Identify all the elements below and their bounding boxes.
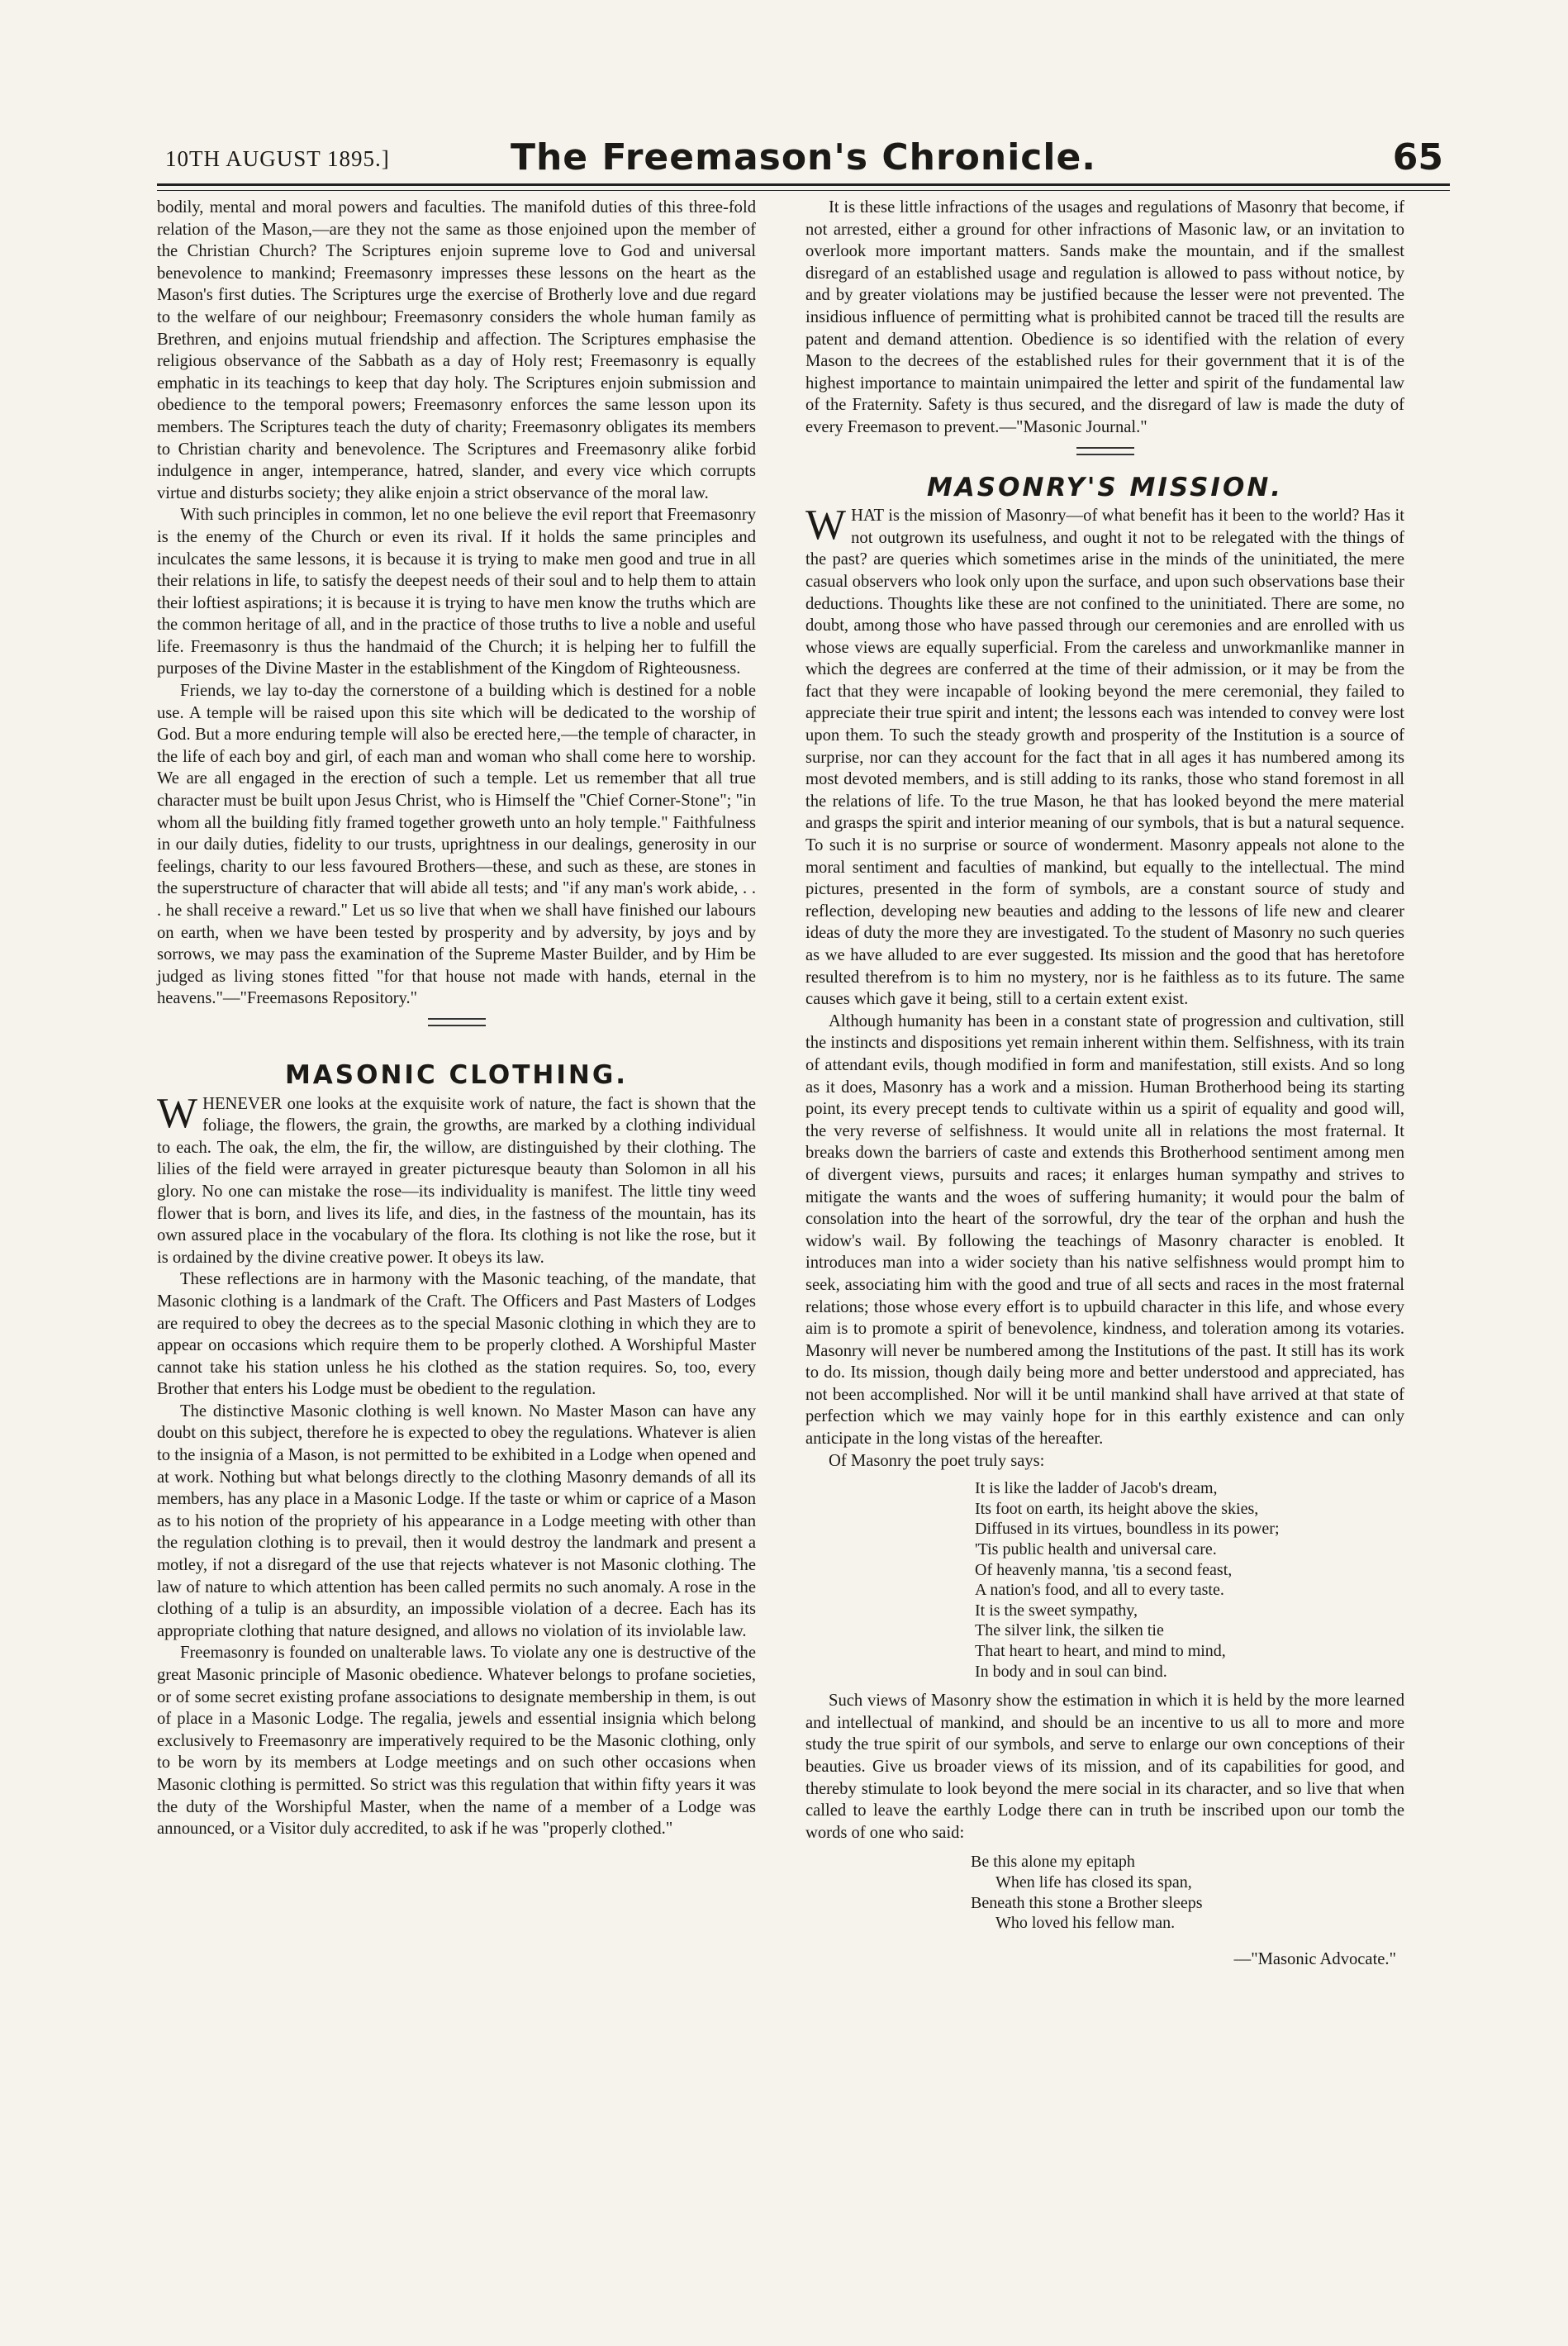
section-divider — [428, 1018, 486, 1026]
paragraph: bodily, mental and moral powers and faculties. The manifold duties of this three-fold relation of the Mason,—are they not the same as those enjoined upon the member of the Christian Church? The Scriptures enjoin supreme love to God and universal benevolence to mankind; Freemasonry impresses these lessons on the heart as the Mason's first duties. The Scriptures urge the exercise of Brotherly love and due regard to the welfare of our neighbour; Freemasonry considers the whole human family as Brethren, and enjoins mutual friendship and affection. The Scriptures emphasise the religious observance of the Sabbath as a day of Holy rest; Freemasonry is equally emphatic in its teachings to keep that day holy. The Scriptures enjoin submission and obedience to the temporal powers; Freemasonry enforces the same lesson upon its members. The Scriptures teach the duty of charity; Freemasonry obligates its members to Christian charity and benevolence. The Scriptures and Freemasonry alike forbid indulgence in anger, intemperance, hatred, slander, and every vice which corrupts virtue and disturbs society; they alike enjoin a strict observance of the moral law. — [157, 198, 756, 502]
section-heading-masonic-clothing: MASONIC CLOTHING. — [284, 1059, 629, 1090]
epitaph-line: When life has closed its span, — [995, 1873, 1192, 1892]
poem — [975, 1478, 1404, 1682]
section-divider — [1076, 447, 1134, 455]
left-column — [157, 197, 756, 1840]
issue-date: 10TH AUGUST 1895.] — [165, 146, 390, 171]
publication-title: The Freemason's Chronicle. — [510, 136, 1097, 178]
epitaph-line: Who loved his fellow man. — [995, 1914, 1176, 1933]
paragraph: It is these little infractions of the usages and regulations of Masonry that become, if not arrested, either a ground for other infractions of Masonic law, or an invitation to overlook more important matters. Sands make the mountain, and if the smallest disregard of an established usage and regulation is allowed to pass without notice, by and by greater violations may be justified because the lesser were not prevented. The insidious influence of permitting what is prohibited cannot be traced till the results are patent and demand attention. Obedience is so identified with the relation of every Mason to the decrees of the established rules for their government that it is of the highest importance to maintain unimpaired the letter and spirit of the fundamental law of the Fraternity. Safety is thus secured, and the disregard of law is made the duty of every Freemason to prevent.—"Masonic Journal." — [805, 198, 1404, 436]
section-heading-masonrys-mission: MASONRY'S MISSION. — [926, 472, 1284, 502]
poem-line: It is like the ladder of Jacob's dream, — [975, 1479, 1218, 1498]
source-credit: —"Masonic Advocate." — [1233, 1949, 1396, 1968]
poem-line: It is the sweet sympathy, — [975, 1601, 1138, 1620]
paragraph: The distinctive Masonic clothing is well known. No Master Mason can have any doubt on this subject, therefore he is expected to obey the regulations. Whatever is alien to the insignia of a Mason, is not permitted to be exhibited in a Lodge when opened and at work. Nothing but what belongs directly to the clothing Masonry demands of all its members, has any place in a Masonic Lodge. If the taste or whim or caprice of a Mason as to his notion of the propriety of his appearance in a Lodge meeting with other than the regulation clothing is to prevail, then it would destroy the landmark and present a motley, if not a disregard of the use that rejects whatever is not Masonic clothing. The law of nature to which attention has been called permits no such anomaly. A rose in the clothing of a tulip is an absurdity, an impossible violation of a decree. Each has its appropriate clothing that nature designed, and allows no violation of its inviolable law. — [157, 1401, 756, 1640]
poem-line: That heart to heart, and mind to mind, — [975, 1642, 1226, 1660]
poem-line: A nation's food, and all to every taste. — [975, 1581, 1224, 1600]
poem-line: Its foot on earth, its height above the skies, — [975, 1499, 1259, 1518]
paragraph: These reflections are in harmony with the Masonic teaching, of the mandate, that Masonic clothing is a landmark of the Craft. The Officers and Past Masters of Lodges are required to obey the decrees as to the special Masonic clothing in which they are to appear on occasions which require them to be properly clothed. A Worshipful Master cannot take his station unless he his clothed as the station requires. So, too, every Brother that enters his Lodge must be obedient to the regulation. — [157, 1270, 756, 1399]
drop-cap: W — [805, 502, 847, 550]
epitaph-line: Be this alone my epitaph — [971, 1853, 1135, 1872]
paragraph: WHAT is the mission of Masonry—of what benefit has it been to the world? Has it not outgrown its usefulness, and ought it not to be relegated with the things of the past? are queries which sometimes arise in the minds of the uninitiated, the mere casual observers who look only upon the surface, and upon such observations base their deductions. Thoughts like these are not confined to the uninitiated. There are some, no doubt, among those who have passed through our ceremonies and are enrolled with us whose views are equally superficial. From the careless and unworkmanlike manner in which the degrees are conferred at the time of their admission, or it may be from the fact that they were incapable of looking beyond the mere ceremonial, they failed to appreciate their true spirit and intent; the lessons each was intended to convey were lost upon them. To such the steady growth and prosperity of the Institution is a source of surprise, nor can they account for the fact that in all ages it has numbered among its most devoted members, and is still adding to its ranks, those who stand foremost in all the relations of life. To the true Mason, he that has looked beyond the mere material and grasps the spirit and interior meaning of our symbols, that is but a natural sequence. To such it is no surprise or source of wonderment. Masonry appeals not alone to the moral sentiment and faculties of mankind, but equally to the intellectual. The mind pictures, presented in the form of symbols, are a constant source of study and reflection, developing new beauties and adding to the lessons of life new and clearer ideas of duty the more they are investigated. To the student of Masonry no such queries as we have alluded to are ever suggested. Its mission and the good that has heretofore resulted therefrom is to him no mystery, nor is he faithless as to its future. The same causes which gave it being, still to a certain extent exist. — [805, 502, 1404, 1009]
page-header — [157, 136, 1450, 178]
page-number: 65 — [1392, 136, 1443, 178]
poem-line: 'Tis public health and universal care. — [975, 1540, 1217, 1559]
header-rule — [157, 183, 1450, 191]
paragraph: Such views of Masonry show the estimation in which it is held by the more learned and intellectual of mankind, and should be an incentive to us all to more and more study the true spirit of our symbols, and serve to enlarge our own conceptions of their beauties. Give us broader views of its mission, and of its capabilities for good, and thereby stimulate to look beyond the mere social in its character, and so live that when called to leave the earthly Lodge there can in truth be inscribed upon our tomb the words of one who said: — [805, 1692, 1404, 1842]
poem-line: Of heavenly manna, 'tis a second feast, — [975, 1560, 1233, 1579]
poem-line: The silver link, the silken tie — [975, 1621, 1164, 1640]
paragraph: Of Masonry the poet truly says: — [829, 1451, 1045, 1470]
paragraph: Friends, we lay to-day the cornerstone of a building which is destined for a noble use. A temple will be raised upon this site which will be dedicated to the worship of God. But a more enduring temple will also be erected here,—the temple of character, in the life of each boy and girl, of each man and woman who shall come here to worship. We are all engaged in the erection of such a temple. Let us remember that all true character must be built upon Jesus Christ, who is Himself the "Chief Corner-Stone"; "in whom all the building fitly framed together groweth unto an holy temple." Faithfulness in our daily duties, fidelity to our trusts, uprightness in our dealings, generosity in our feelings, charity to our less favoured Brothers—these, and such as these, are stones in the superstructure of character that will abide all tests; and "if any man's work abide, . . . he shall receive a reward." Let us so live that when we shall have finished our labours on earth, when we have been tested by prosperity and by adversity, by joys and by sorrows, we may pass the examination of the Supreme Master Builder, and by Him be judged as living stones fitted "for that house not made with hands, eternal in the heavens."—"Freemasons Repository." — [157, 682, 756, 1008]
paragraph: With such principles in common, let no one believe the evil report that Freemasonry is the enemy of the Church or even its rival. If it holds the same principles and inculcates the same lessons, it is because it is trying to make men good and true in all their relations in life, to satisfy the deepest needs of their soul and to help them to attain their loftiest aspirations; it is because it is trying to have men know the truths which are the common heritage of all, and in the practice of those truths to live a noble and useful life. Freemasonry is thus the handmaid of the Church; it is helping her to fulfill the purposes of the Divine Master in the establishment of the Kingdom of Righteousness. — [157, 506, 756, 678]
paragraph: Although humanity has been in a constant state of progression and cultivation, still the instincts and dispositions yet remain inherent within them. Selfishness, with its train of attendant evils, though modified in form and manifestation, still exists. And so long as it does, Masonry has a work and a mission. Human Brotherhood being its starting point, its every precept tends to cultivate within us a spirit of equality and good will, the very reverse of selfishness. It would unite all in relations the most fraternal. It breaks down the barriers of caste and extends this Brotherhood sentiment among men of divergent views, pursuits and races; it enlarges human sympathy and strives to mitigate the wants and the woes of suffering humanity; it would pour the balm of consolation into the heart of the sorrowful, dry the tear of the orphan and hush the widow's wail. By following the teachings of Masonry character is enobled. It introduces man into a wider society than his native selfishness would prompt him to seek, associating him with the good and true of all sects and races in the most fraternal relations; those whose every effort is to upbuild character in this life, and whose every aim is to promote a spirit of benevolence, kindness, and toleration among its votaries. Masonry will never be numbered among the Institutions of the past. It still has its work to do. Its mission, though daily being more and better understood and appreciated, has not been accomplished. Nor will it be until mankind shall have arrived at that state of perfection which we may vainly hope for in this earthly existence and can only anticipate in the long vistas of the hereafter. — [805, 1011, 1404, 1449]
right-column — [805, 197, 1404, 1970]
epitaph — [971, 1852, 1404, 1933]
paragraph: WHENEVER one looks at the exquisite work of nature, the fact is shown that the foliage, the flowers, the grain, the growths, are marked by a clothing individual to each. The oak, the elm, the fir, the willow, are distinguished by their clothing. The lilies of the field were arrayed in greater picturesque beauty than Solomon in all his glory. No one can mistake the rose—its individuality is manifest. The little tiny weed flower that is born, and lives its life, and dies, in the fastness of the mountain, has its own assured place in the vocabulary of the flora. Its clothing is not like the rose, but it is ordained by the divine creative power. It obeys its law. — [157, 1089, 756, 1267]
poem-line: In body and in soul can bind. — [975, 1662, 1167, 1681]
poem-line: Diffused in its virtues, boundless in its power; — [975, 1520, 1280, 1539]
paragraph: Freemasonry is founded on unalterable laws. To violate any one is destructive of the great Masonic principle of Masonic obedience. Whatever belongs to profane societies, or of some secret existing profane associations to designate membership in them, is out of place in a Masonic Lodge. The regalia, jewels and essential insignia which belong exclusively to Freemasonry are imperatively required to be the Masonic clothing, only to be worn by its members at Lodge meetings and on such other occasions when Masonic clothing is permitted. So strict was this regulation that within fifty years it was the duty of the Worshipful Master, when the name of a member of a Lodge was announced, or a Visitor duly accredited, to ask if he was "properly clothed." — [157, 1644, 756, 1839]
epitaph-line: Beneath this stone a Brother sleeps — [971, 1893, 1203, 1912]
drop-cap: W — [157, 1089, 198, 1137]
